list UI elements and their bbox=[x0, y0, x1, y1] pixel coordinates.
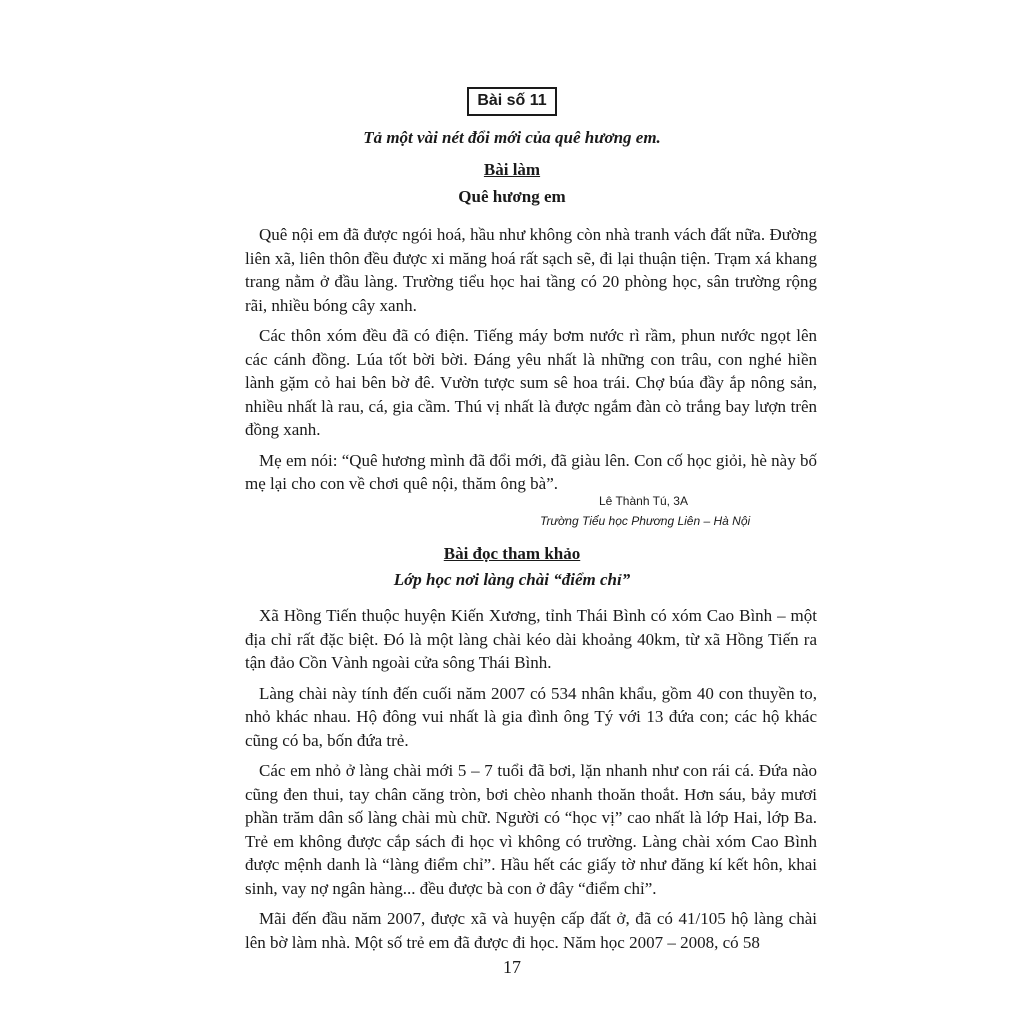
exercise-badge-container bbox=[0, 87, 1024, 116]
reference-paragraph: Các em nhỏ ở làng chài mới 5 – 7 tuổi đã bơi, lặn nhanh như con rái cá. Đứa nào cũng đen thui, tay chân căng tròn, bơi chèo nhanh thoăn thoắt. Hơn sáu, bảy mươi phần trăm dân số làng chài mù chữ. Người có “học vị” cao nhất là lớp Hai, lớp Ba. Trẻ em không được cắp sách đi học vì không có trường. Làng chài xóm Cao Bình được mệnh danh là “làng điểm chỉ”. Hầu hết các giấy tờ như đăng kí kết hôn, khai sinh, vay nợ ngân hàng... đều được bà con ở đây “điểm chỉ”. bbox=[245, 761, 817, 898]
essay-heading: Bài làm bbox=[483, 160, 541, 179]
reference-heading: Bài đọc tham khảo bbox=[443, 544, 581, 563]
reference-paragraph: Làng chài này tính đến cuối năm 2007 có 534 nhân khẩu, gồm 40 con thuyền to, nhỏ khác nhau. Hộ đông vui nhất là gia đình ông Tý với 13 đứa con; các hộ khác cũng có ba, bốn đứa trẻ. bbox=[245, 683, 817, 750]
essay-paragraph: Mẹ em nói: “Quê hương mình đã đổi mới, đã giàu lên. Con cố học giỏi, hè này bố mẹ lại cho con về chơi quê nội, thăm ông bà”. bbox=[245, 450, 817, 493]
essay-title: Quê hương em bbox=[458, 187, 566, 206]
essay-school: Trường Tiểu học Phương Liên – Hà Nội bbox=[540, 514, 751, 528]
essay-paragraph: Quê nội em đã được ngói hoá, hầu như không còn nhà tranh vách đất nữa. Đường liên xã, liên thôn đều được xi măng hoá rất sạch sẽ, đi lại thuận tiện. Trạm xá khang trang nằm ở đầu làng. Trường tiểu học hai tầng có 20 phòng học, sân trường rộng rãi, nhiều bóng cây xanh. bbox=[245, 225, 817, 315]
reference-paragraph: Xã Hồng Tiến thuộc huyện Kiến Xương, tỉnh Thái Bình có xóm Cao Bình – một địa chỉ rất đặc biệt. Đó là một làng chài kéo dài khoảng 40km, từ xã Hồng Tiến ra tận đảo Cồn Vành ngoài cửa sông Thái Bình. bbox=[245, 606, 817, 672]
reference-paragraph: Mãi đến đầu năm 2007, được xã và huyện cấp đất ở, đã có 41/105 hộ làng chài lên bờ làm nhà. Một số trẻ em đã được đi học. Năm học 2007 – 2008, có 58 bbox=[245, 909, 817, 952]
reference-title: Lớp học nơi làng chài “điểm chỉ” bbox=[393, 570, 631, 589]
reference-body bbox=[245, 604, 817, 954]
essay-author: Lê Thành Tú, 3A bbox=[599, 494, 688, 508]
exercise-prompt: Tả một vài nét đổi mới của quê hương em. bbox=[363, 128, 661, 147]
essay-body bbox=[245, 223, 817, 496]
essay-paragraph: Các thôn xóm đều đã có điện. Tiếng máy bơm nước rì rầm, phun nước ngọt lên các cánh đồng. Lúa tốt bời bời. Đáng yêu nhất là những con trâu, con nghé hiền lành gặm cỏ hai bên bờ đê. Vườn tược sum sê hoa trái. Chợ búa đầy ắp nông sản, nhiều nhất là rau, cá, gia cầm. Thú vị nhất là được ngắm đàn cò trắng bay lượn trên đồng xanh. bbox=[245, 326, 817, 439]
page-number: 17 bbox=[503, 957, 521, 977]
exercise-badge: Bài số 11 bbox=[467, 87, 556, 116]
